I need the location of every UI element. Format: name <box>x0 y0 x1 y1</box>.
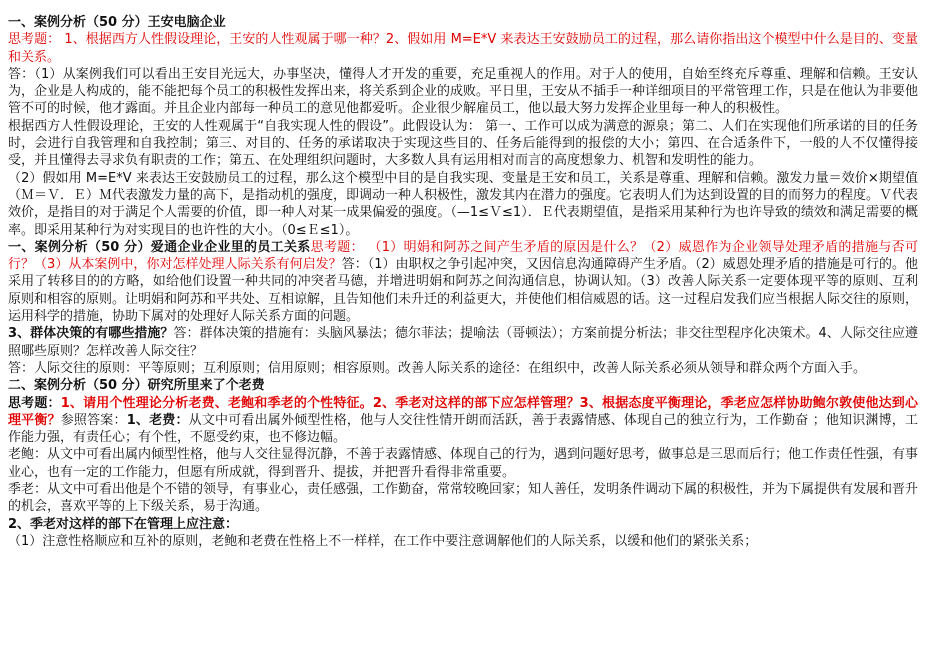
section-4-title: 二、案例分析（50 分）研究所里来了个老费 <box>8 378 265 394</box>
section-4-questions <box>8 395 918 447</box>
question-text: 1、请用个性理论分析老费、老鲍和季老的个性特征。2、季老对这样的部下应怎样管理？3、根据态度平衡理论，季老应怎样协助鲍尔敦使他达到心理平衡？ <box>8 395 918 428</box>
section-3-heading: 3、群体决策的有哪些措施？ <box>8 326 174 342</box>
reference-text: 从文中可看出属外倾型性格，他与人交往性情开朗而活跃，善于表露情感、体现自己的独立行为，工作勤奋 ；他知识渊博，工作能力强，有责任心；有个性，不愿受约束，也不修边幅。 <box>8 412 918 446</box>
section-1-answer-paragraph: （2）假如用 M=E*V 来表达王安鼓励员工的过程，那么这个模型中目的是自我实现、变量是王安和员工，关系是尊重、理解和信赖。激发力量＝效价×期望值（Ｍ＝Ｖ．Ｅ）Ｍ代表激发力量的高下，是指动机的强度，即调动一种人积极性，激发其内在潜力的强度。它表明人们为达到设置的目的而努力的程度。Ｖ代表效价，是指目的对于满足个人需要的价值，即一种人对某一成果偏爱的强度。（—1≤Ｖ≤1）．Ｅ代表期望值，是指采用某种行为也许导致的绩效和满足需要的概率。即采用某种行为对实现目的也许性的大小。（0≤Ｅ≤1）。 <box>8 170 919 238</box>
question-lead: 思考题： <box>8 395 61 411</box>
section-4-point-2: 2、季老对这样的部下在管理上应注意： <box>8 516 239 532</box>
section-4-point-2-1: （1）注意性格顺应和互补的原则，老鲍和老费在性格上不一样样，在工作中要注意调解他们的人际关系，以缓和他们的紧张关系； <box>8 533 758 549</box>
section-3-answer: 答：人际交往的原则：平等原则；互利原则；信用原则；相容原则。改善人际关系的途径：在组织中，改善人际关系必须从领导和群众两个方面入手。 <box>8 360 867 376</box>
section-1-answer-paragraph: 根据西方人性假设理论，王安的人性观属于“自我实现人性的假设”。此假设认为： 第一、工作可以成为满意的源泉；第二、人们在实现他们所承诺的目的任务时，会进行自我管理和自我控制；第三、对目的、任务的承诺取决于实现这些目的、任务后能得到的报偿的大小；第四、在合适条件下，一般的人不仅懂得接受，并且懂得去寻求负有职责的工作；第五、在处理组织问题时，大多数人具有运用相对而言的高度想象力、机智和发明性的能力。 <box>8 118 918 169</box>
section-4-paragraph-ji: 季老：从文中可看出他是个不错的领导，有事业心，责任感强，工作勤奋，常常较晚回家；知人善任，发明条件调动下属的积极性，并为下属提供有发展和晋升的机会，喜欢平等的上下级关系，易于沟通。 <box>8 482 919 515</box>
section-1-answer-paragraph: 答：（1）从案例我们可以看出王安目光远大，办事坚决，懂得人才开发的重要，充足重视人的作用。对于人的使用，自始至终充斥尊重、理解和信赖。王安认为，企业是人构成的，能不能把每个员工的积极性发挥出来，将关系到企业的成败。平日里，王安从不插手一种详细项目的平常管理工作，只是在他认为非要他管不可的时候，他才露面。并且企业内部每一种员工的意见他都爱听。企业很少解雇员工，他以最大努力发挥企业里每一种人的积极性。 <box>8 66 919 117</box>
section-2-block <box>8 239 918 325</box>
reference-bold: 1、老费： <box>126 412 189 428</box>
section-4-paragraph-bao: 老鲍：从文中可看出属内倾型性格，他与人交往显得沉静，不善于表露情感、体现自己的行为，遇到问题好思考，做事总是三思而后行；他工作责任性强，有事业心，也有一定的工作能力，但愿有所成就，得到晋升、提拔，并把晋升看得非常重要。 <box>8 447 919 480</box>
section-3-text: 答：群体决策的措施有：头脑风暴法；德尔菲法；提喻法（哥顿法）；方案前提分析法；非交往型程序化决策术。4、人际交往应遵照哪些原则？怎样改善人际交往？ <box>8 326 918 359</box>
question-text: 1、根据西方人性假设理论，王安的人性观属于哪一种？2、假如用 M=E*V 来表达王安鼓励员工的过程，那么请你指出这个模型中什么是目的、变量和关系。 <box>8 32 918 65</box>
section-1-title: 一、案例分析（50 分）王安电脑企业 <box>8 15 226 30</box>
section-2-title: 一、案例分析（50 分）爱通企业企业里的员工关系 <box>8 239 311 255</box>
section-2-answer: 答：（1）由职权之争引起冲突，又因信息沟通障碍产生矛盾。（2）威恩处理矛盾的措施是可行的。他采用了转移目的的方略，如给他们设置一种共同的冲突者马德，并增进明娟和阿苏之间沟通信息，协调认知。（3）改善人际关系一定要体现平等的原则、互利原则和相容的原则。让明娟和阿苏和平共处、互相谅解，且告知他们未升迁的利益更大，并使他们相信威恩的话。这一过程启发我们应当根据人际交往的原则，运用科学的措施，协助下属对的处理好人际关系方面的问题。 <box>8 257 919 325</box>
section-1-questions <box>8 31 918 66</box>
question-lead: 思考题： <box>310 239 364 255</box>
question-lead: 思考题： <box>8 32 61 48</box>
reference-lead: 参照答案： <box>60 412 127 428</box>
section-3-block <box>8 325 918 360</box>
question-text: （1）明娟和阿苏之间产生矛盾的原因是什么？（2）威恩作为企业领导处理矛盾的措施与否可行？（3）从本案例中，你对怎样处理人际关系有何启发？ <box>8 239 918 273</box>
